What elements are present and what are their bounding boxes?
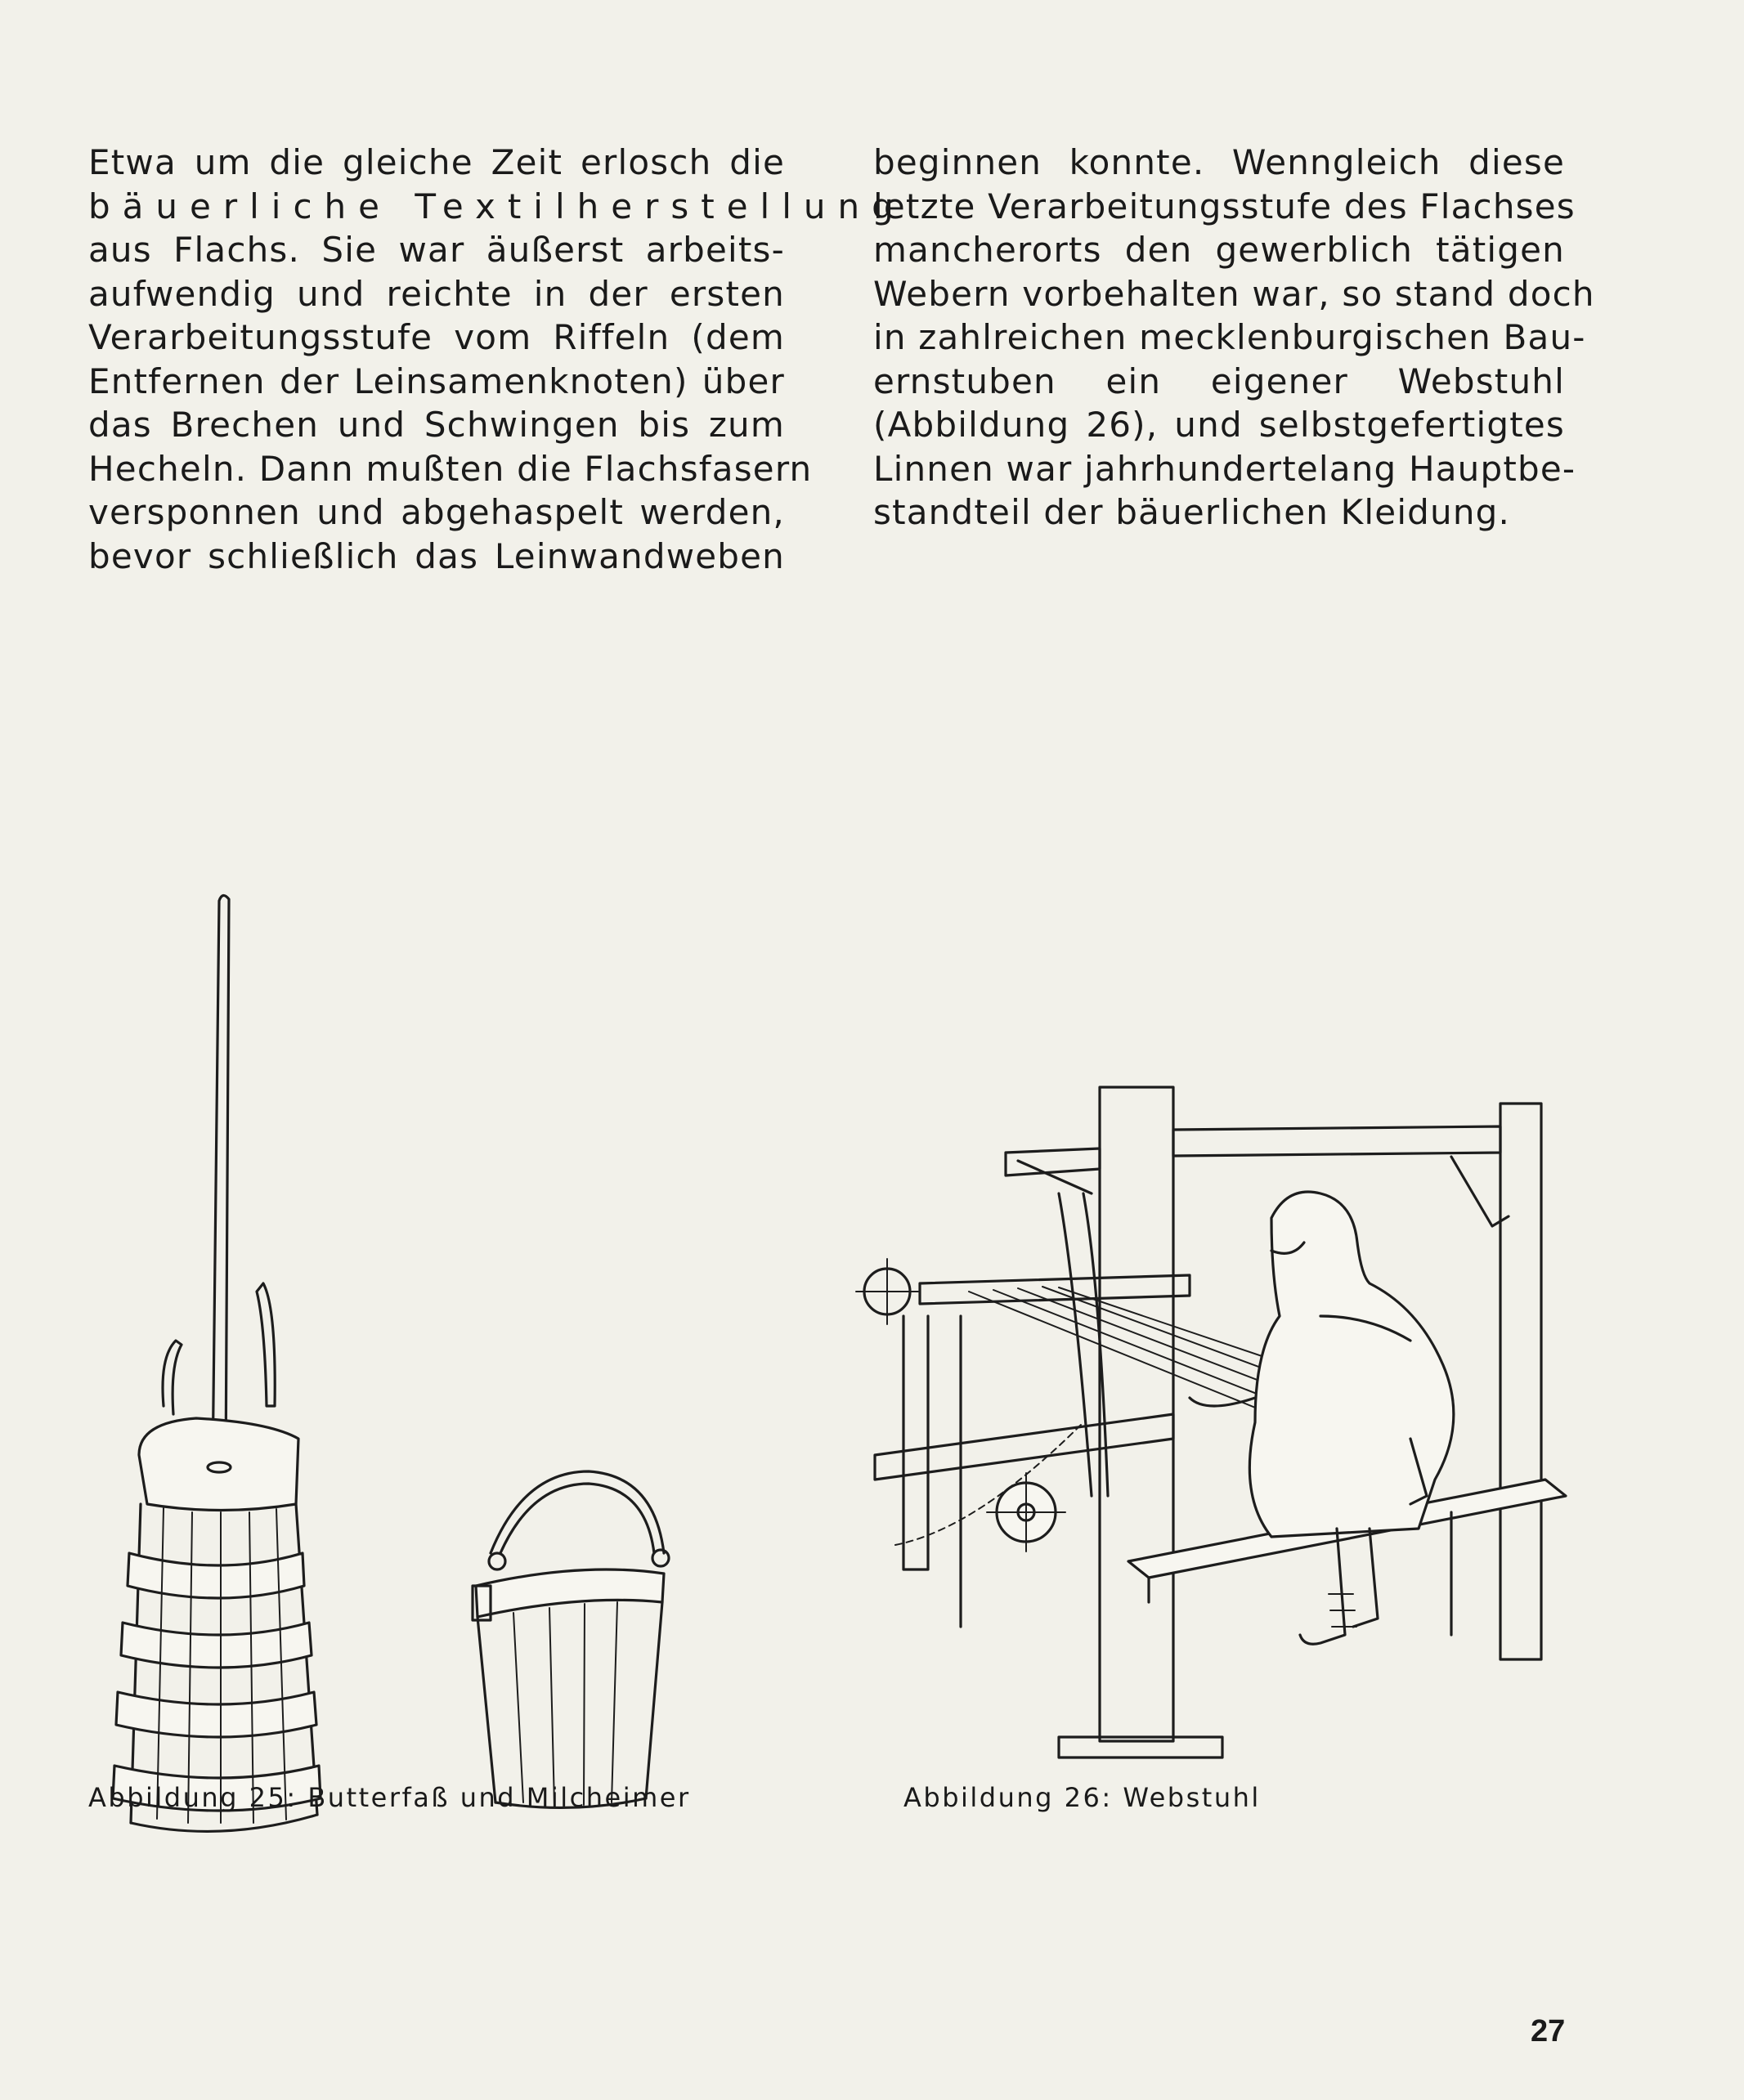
text-line: standteil der bäuerlichen Kleidung. — [873, 492, 1511, 532]
text-line: Etwa um die gleiche Zeit erlosch die — [88, 142, 785, 182]
text-line: bevor schließlich das Leinwandweben — [88, 535, 785, 576]
figure-25-churn-and-pail — [82, 883, 703, 1766]
text-line: (Abbildung 26), und selbstgefertigtes — [873, 405, 1565, 445]
text-line: in zahlreichen mecklenburgischen Bau- — [873, 317, 1586, 357]
figure-25-caption: Abbildung 25: Butterfaß und Milcheimer — [88, 1782, 691, 1813]
text-line: Hecheln. Dann mußten die Flachsfasern — [88, 448, 813, 489]
page-number: 27 — [1531, 2014, 1566, 2049]
text-line: beginnen konnte. Wenngleich diese — [873, 142, 1565, 182]
text-line: versponnen und abgehaspelt werden, — [88, 492, 785, 532]
text-line: letzte Verarbeitungsstufe des Flachses — [873, 186, 1576, 226]
figure-26-loom — [846, 1071, 1582, 1766]
text-line: Linnen war jahrhundertelang Hauptbe- — [873, 448, 1576, 489]
text-line: Entfernen der Leinsamenknoten) über — [88, 360, 785, 401]
text-line: mancherorts den gewerblich tätigen — [873, 230, 1565, 270]
text-column-right — [873, 141, 1595, 535]
text-line: aus Flachs. Sie war äußerst arbeits- — [88, 230, 785, 270]
text-line: Verarbeitungsstufe vom Riffeln (dem — [88, 317, 785, 357]
text-line-spaced: bäuerliche Textilherstellung — [88, 186, 906, 226]
text-line: Webern vorbehalten war, so stand doch — [873, 273, 1595, 314]
text-line: das Brechen und Schwingen bis zum — [88, 405, 785, 445]
text-column-left — [88, 141, 906, 578]
text-line: ernstuben ein eigener Webstuhl — [873, 360, 1565, 401]
figure-26-caption: Abbildung 26: Webstuhl — [903, 1782, 1261, 1813]
text-line: aufwendig und reichte in der ersten — [88, 273, 785, 314]
